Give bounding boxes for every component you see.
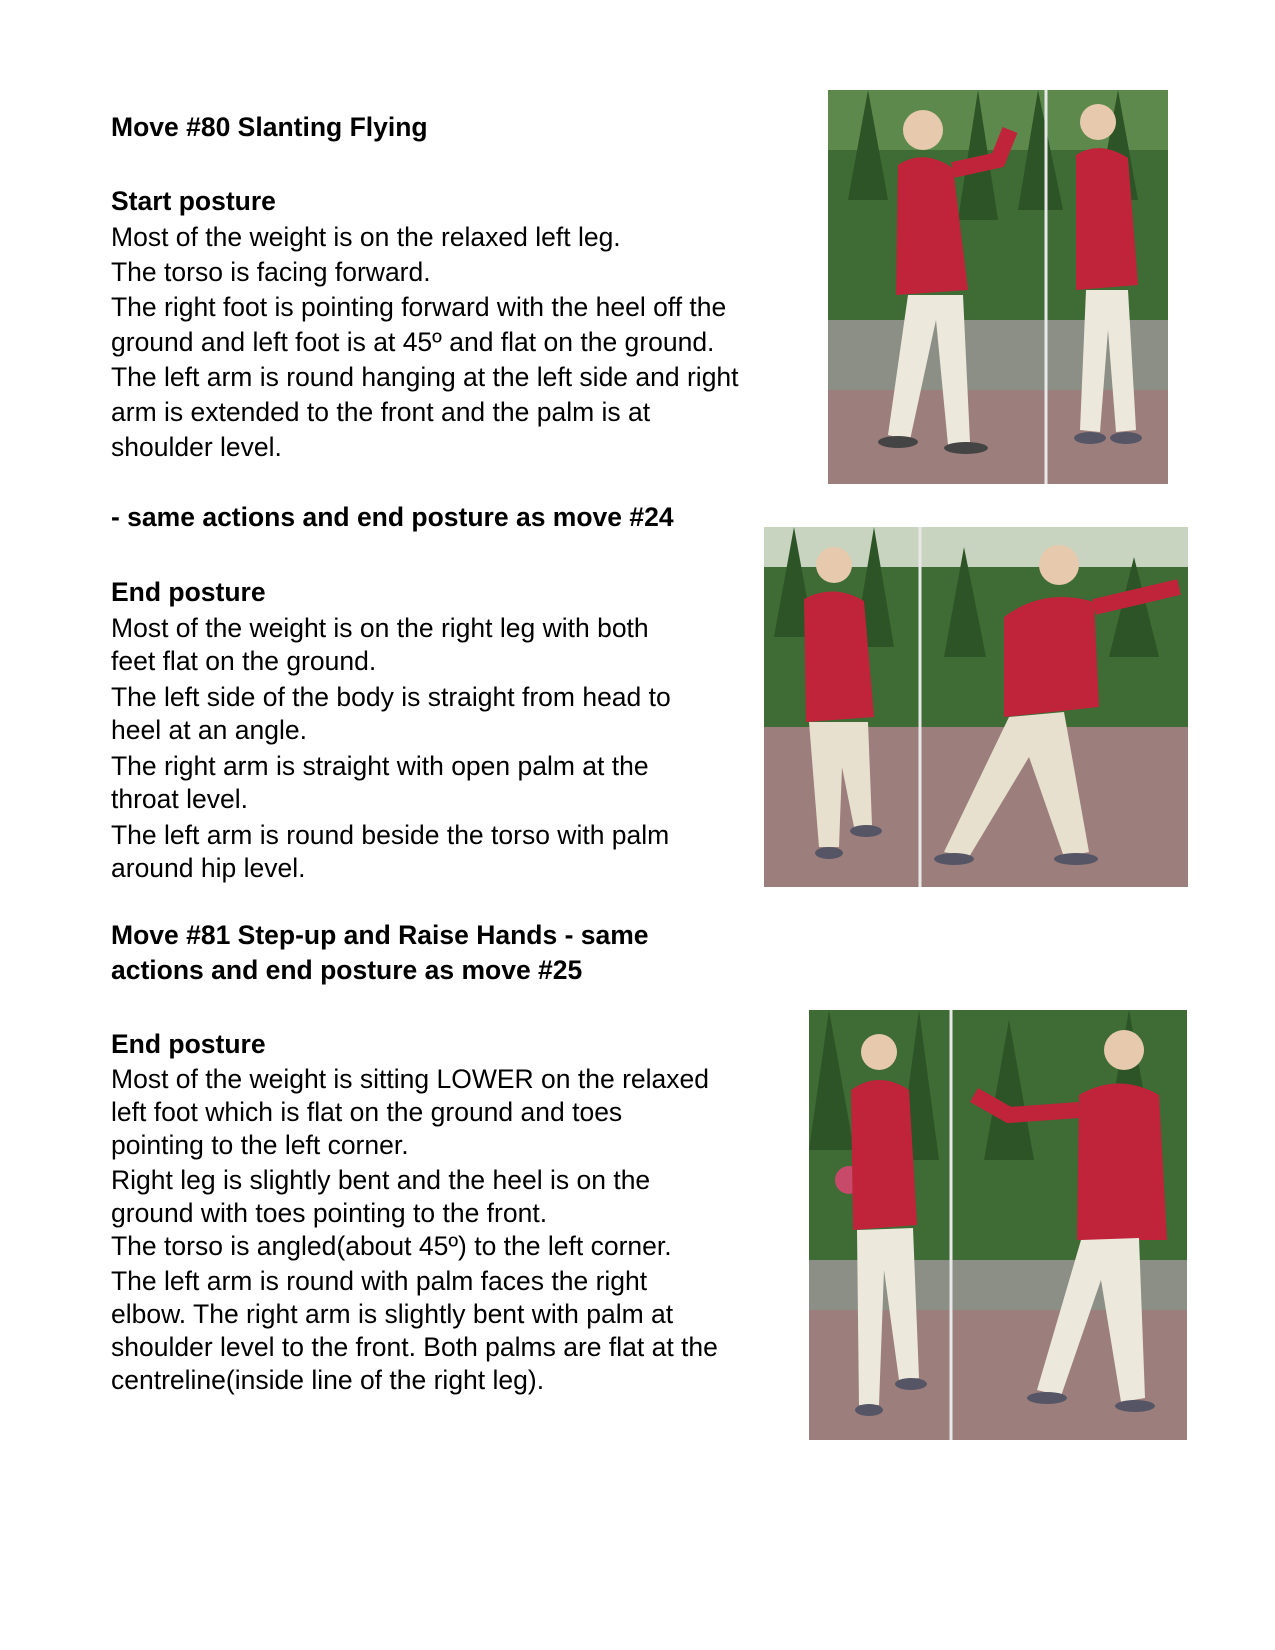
text-line: Most of the weight is on the relaxed left leg. [111,222,621,252]
text-line: The left arm is round with palm faces the right [111,1266,648,1296]
end-posture-description-1 [111,612,671,885]
text-line: The left arm is round hanging at the left side and right [111,362,739,392]
start-posture-description [111,220,739,465]
text-line: Right leg is slightly bent and the heel is on the [111,1165,651,1195]
text-line: The right arm is straight with open palm at the [111,751,649,781]
text-line: left foot which is flat on the ground and toes [111,1097,623,1127]
text-line: ground with toes pointing to the front. [111,1198,548,1228]
move-24-illustration [764,527,1188,887]
text-line: ground and left foot is at 45º and flat on the ground. [111,327,715,357]
text-line: The torso is facing forward. [111,257,431,287]
text-line: Most of the weight is on the right leg with both [111,613,649,643]
text-line: shoulder level to the front. Both palms are flat at the [111,1332,718,1362]
move-81-end-posture-photo [809,1010,1187,1440]
text-line: The left side of the body is straight from head to [111,682,671,712]
text-line: elbow. The right arm is slightly bent with palm at [111,1299,674,1329]
start-posture-heading: Start posture [111,186,276,216]
start-posture-photo [828,90,1168,484]
heading-line: Move #81 Step-up and Raise Hands - same [111,920,649,950]
move-81-heading [111,918,649,988]
text-line: centreline(inside line of the right leg). [111,1365,545,1395]
move-81-illustration [809,1010,1187,1440]
text-line: The right foot is pointing forward with the heel off the [111,292,727,322]
heading-line: actions and end posture as move #25 [111,955,583,985]
text-line: The left arm is round beside the torso with palm [111,820,670,850]
text-line: heel at an angle. [111,715,307,745]
start-posture-illustration [828,90,1168,484]
text-line: feet flat on the ground. [111,646,377,676]
move-80-heading: Move #80 Slanting Flying [111,112,428,142]
text-line: shoulder level. [111,432,282,462]
text-line: The torso is angled(about 45º) to the left corner. [111,1231,672,1261]
text-line: Most of the weight is sitting LOWER on the relaxed [111,1064,709,1094]
text-line: throat level. [111,784,248,814]
end-posture-heading-2: End posture [111,1029,266,1059]
end-posture-description-2 [111,1063,718,1397]
same-as-move-24-heading: - same actions and end posture as move #24 [111,502,674,532]
move-24-end-posture-photo [764,527,1188,887]
text-line: pointing to the left corner. [111,1130,409,1160]
text-line: around hip level. [111,853,306,883]
end-posture-heading-1: End posture [111,577,266,607]
text-line: arm is extended to the front and the palm is at [111,397,651,427]
